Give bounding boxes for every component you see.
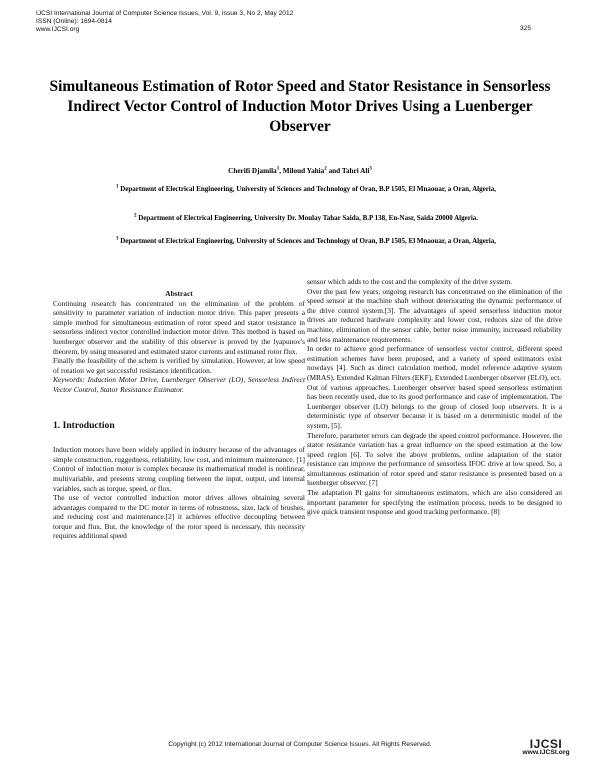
left-column — [53, 279, 305, 541]
body-paragraph: Out of various approaches, Luenberger observer based speed sensorless estimation has been recently used, due to its good performance and case of implementation. The Luenberger observer (LO) belongs to the group of closed loop observers. It is a deterministic type of observer because it is based on a deterministic model of the system, [5]. — [307, 382, 562, 430]
author-sup: 1 — [276, 166, 280, 172]
affiliation-num: 3 — [115, 236, 119, 242]
logo-url-link[interactable]: www.IJCSI.org — [522, 749, 570, 756]
keywords: Keywords: Induction Motor Drive, Luenberger Observer (LO), Sensorless Indirect Vector Control, Stator Resistance Estimator. — [53, 375, 305, 394]
affiliation-text: Department of Electrical Engineering, University of Sciences and Technology of Oran, B.P 1505, El Mnaouar, a Oran, Algeria, — [120, 185, 497, 193]
affiliation-num: 1 — [115, 184, 119, 190]
affiliation-text: Department of Electrical Engineering, University of Sciences and Technology of Oran, B.P 1505, El Mnaouar, a Oran, Algeria, — [120, 237, 497, 245]
affiliation-2 — [66, 213, 546, 223]
paper-title: Simultaneous Estimation of Rotor Speed and Stator Resistance in Sensorless Indirect Vector Control of Induction Motor Drives Using a Luenberger Observer — [49, 78, 551, 135]
issn-line: ISSN (Online): 1694-0814 — [36, 18, 112, 25]
body-paragraph: Therefore, parameter errors can degrade the speed control performance. However, the stator resistance variation has a great influence on the speed estimation at the low speed region [6]. To solve the above problems, online adaptation of the stator resistance can improve the performance of sensorless IFOC drive at low speed. So, a simultaneous estimation of rotor speed and stator resistance is presented based on a luenberger observer. [7] — [307, 430, 562, 488]
section-heading-introduction: 1. Introduction — [53, 419, 115, 431]
author-name: Cherifi Djamila — [228, 167, 277, 175]
logo-mark: IJCSI — [529, 737, 563, 751]
affiliation-num: 2 — [133, 213, 137, 219]
body-paragraph: Over the past few years, ongoing research has concentrated on the elimination of the speed sensor at the machine shaft without deteriorating the dynamic performance of the drive control system.[3]. The advantages of speed sensorless induction motor drives are reduced hardware complexity and lower cost, reduces size of the drive machine, elimination of the sensor cable, better noise immunity, increased reliability and less maintenance requirements. — [307, 286, 562, 344]
affiliation-1 — [66, 184, 546, 194]
right-column — [307, 277, 562, 517]
abstract-paragraph: Continuing research has concentrated on the elimination of the problem of sensitivity to parameter variation of induction motor drive. This paper presents a simple method for simultaneous estimation of rotor speed and stator resistance in sensorless indirect vector controlled induction motor drive. This method is based on luenberger observer and the stability of this observer is proved by the lyapunov's theorem, by using measured and estimated stator currents and estimated rotor flux. — [53, 298, 305, 356]
body-paragraph: In order to achieve good performance of sensorless vector control, different speed estimation schemes have been proposed, and a variety of speed estimators exist nowdays [4]. Such as direct calculation method, model reference adaptive system (MRAS), Extended Kalman Filters (EKF), Extended Luenberger observer (ELO), ect. — [307, 344, 562, 382]
abstract-paragraph: Finally the feasibility of the schem is verified by simulation. However, at low speed of rotation we get successful resistance identification. — [53, 356, 305, 375]
copyright-footer: Copyright (c) 2012 International Journal of Computer Science Issues. All Rights Reserved. — [168, 741, 432, 748]
intro-paragraph: Induction motors have been widely applied in industry because of the advantages of simple construction, ruggedness, reliability, low cost, and minimum maintenance. [1] — [53, 445, 305, 464]
page-number: 325 — [520, 25, 532, 32]
intro-paragraph: The use of vector controlled induction motor drives allows obtaining several advantages compared to the DC motor in terms of robustness, size, lack of brushes, and reducing cost and maintenance.[2] it achieves effective decoupling between torque and flux, But, the knowledge of the rotor speed is necessary, this necessity requires additional speed — [53, 493, 305, 541]
affiliation-3 — [66, 236, 546, 246]
body-paragraph: The adaptation PI gains for simultaneous estimators, which are also considered an important parameter for specifying the estimation process, needs to be designed to give quick transient response and good tracking performance. [8] — [307, 488, 562, 517]
ijcsi-logo — [520, 737, 572, 756]
author-sup: 3 — [369, 166, 372, 172]
author-sup: 2 — [324, 166, 327, 172]
website-link[interactable]: www.IJCSI.org — [36, 26, 80, 33]
journal-header: IJCSI International Journal of Computer Science Issues, Vol. 9, Issue 3, No 2, May 2012 — [36, 10, 294, 17]
intro-paragraph: Control of induction motor is complex because its mathematical model is nonlinear, multivariable, and presents strong coupling between the input, output, and internal variables, such as torque, speed, or flux. — [53, 464, 305, 493]
abstract-heading: Abstract — [165, 289, 193, 298]
author-list — [0, 167, 600, 175]
affiliation-text: Department of Electrical Engineering, University Dr. Moulay Tahar Saida, B.P 138, En-Nasr, Saida 20000 Algeria. — [138, 214, 479, 222]
author-separator: , — [279, 167, 283, 175]
author-separator: and — [326, 167, 342, 175]
author-name: Tahri Ali — [341, 167, 370, 175]
body-paragraph: sensor which adds to the cost and the complexity of the drive system. — [307, 277, 513, 286]
author-name: Miloud Yahia — [282, 167, 325, 175]
